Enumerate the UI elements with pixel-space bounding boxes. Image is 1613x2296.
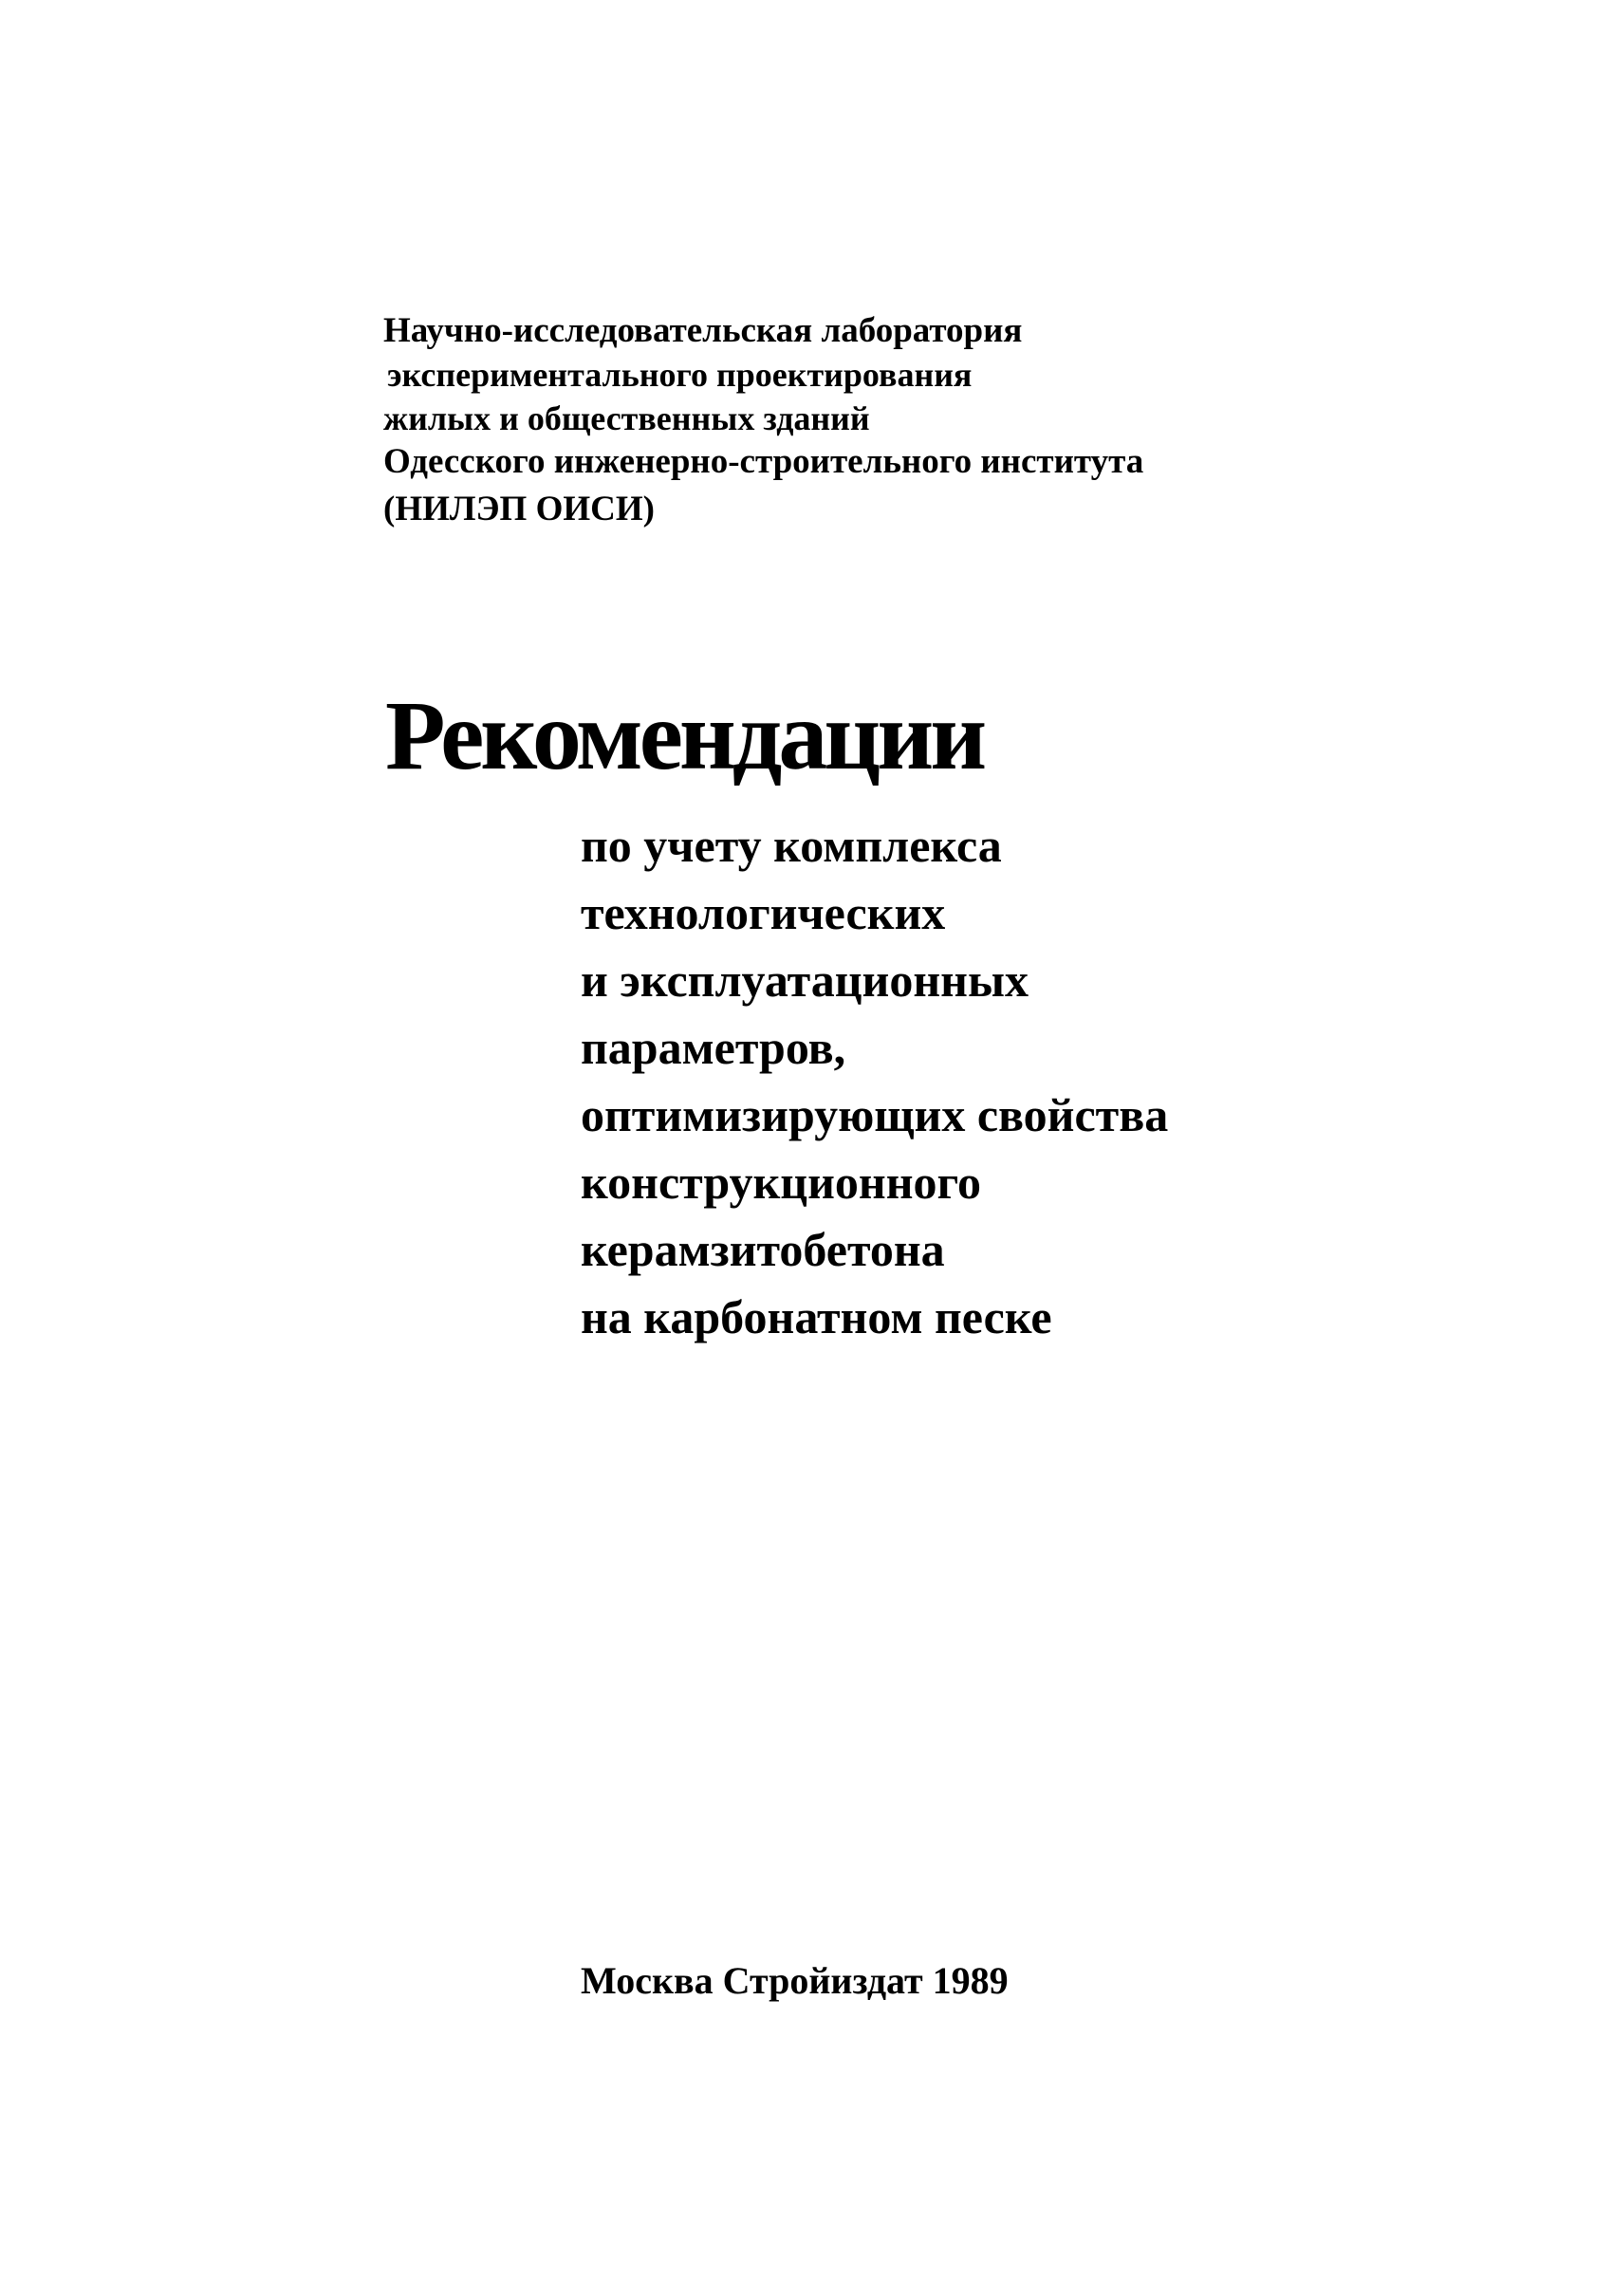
subtitle-line: оптимизирующих свойства xyxy=(581,1088,1169,1141)
institution-abbreviation: (НИЛЭП ОИСИ) xyxy=(383,490,655,528)
publisher-imprint: Москва Стройиздат 1989 xyxy=(581,1959,1009,2002)
subtitle-line: керамзитобетона xyxy=(581,1223,945,1276)
institution-line: экспериментального проектирования xyxy=(387,356,973,394)
subtitle-line: по учету комплекса xyxy=(581,819,1002,872)
document-subtitle xyxy=(581,812,1435,1351)
institution-line: Одесского инженерно-строительного института xyxy=(383,442,1144,481)
subtitle-line: конструкционного xyxy=(581,1156,981,1209)
subtitle-line: и эксплуатационных xyxy=(581,954,1029,1007)
institution-block xyxy=(383,309,1332,531)
document-title: Рекомендации xyxy=(385,681,984,790)
subtitle-line: параметров, xyxy=(581,1021,846,1074)
subtitle-line: технологических xyxy=(581,886,946,939)
subtitle-line: на карбонатном песке xyxy=(581,1290,1052,1343)
institution-line: жилых и общественных зданий xyxy=(383,399,870,437)
institution-line: Научно-исследовательская лаборатория xyxy=(383,311,1023,350)
